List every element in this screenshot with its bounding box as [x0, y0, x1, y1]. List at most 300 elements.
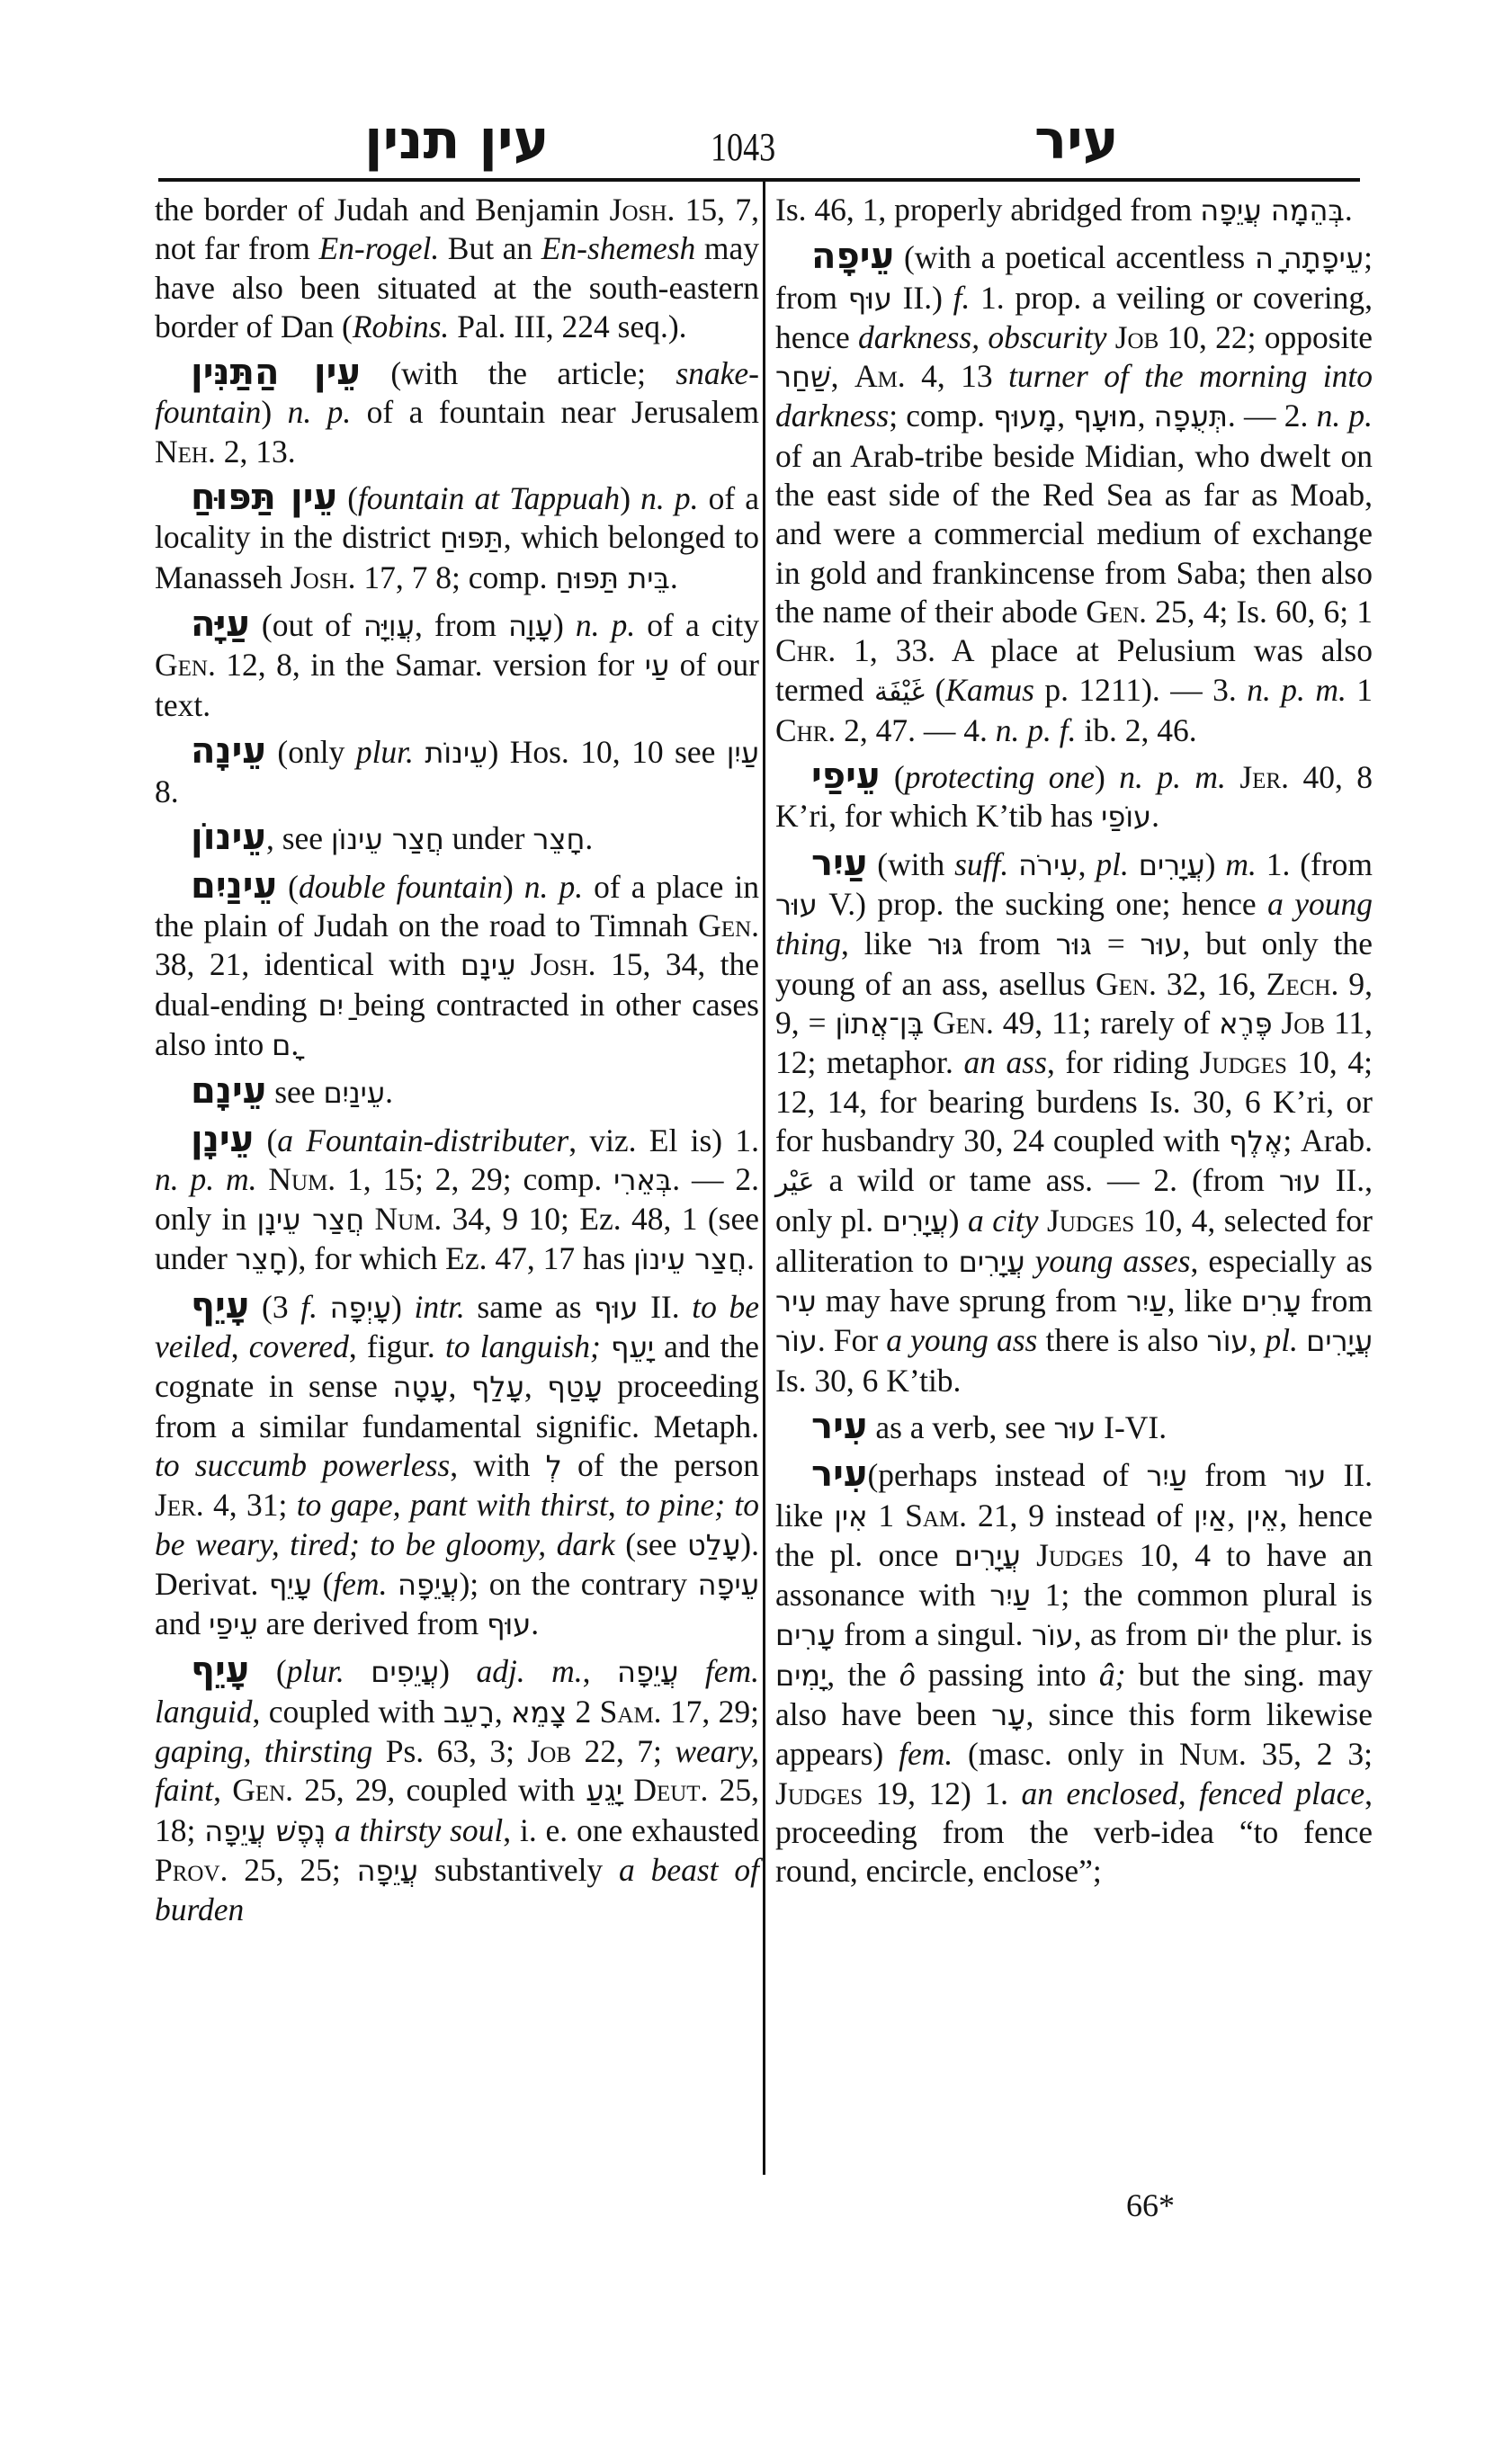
bible-book-reference: Deut. [633, 1772, 709, 1809]
text-run: (see [614, 1525, 688, 1562]
hebrew-word: עָלַף [470, 1370, 524, 1405]
text-run [1129, 846, 1139, 882]
italic-gloss: a young ass [886, 1322, 1038, 1359]
hebrew-word: עָטָה [392, 1370, 449, 1405]
text-run [515, 946, 530, 982]
text-run: I-VI. [1096, 1408, 1168, 1445]
text-run: , like [840, 925, 927, 962]
italic-gloss: intr. [414, 1288, 465, 1325]
headword: עֵיפַי [811, 756, 881, 798]
text-run [414, 734, 425, 770]
italic-gloss: n. p. [287, 394, 352, 431]
text-run: 1; the common plural is [1030, 1577, 1373, 1614]
italic-gloss: a thirsty soul [335, 1811, 504, 1848]
hebrew-word: עַי [644, 648, 670, 684]
hebrew-word: עוּף [847, 281, 892, 316]
text-run [924, 1005, 933, 1041]
text-run [1226, 759, 1239, 795]
text-run: . For [817, 1322, 887, 1359]
italic-gloss: to succumb powerless [155, 1446, 451, 1483]
text-run: 19, 12) 1. [863, 1775, 1022, 1811]
text-run: (out of [249, 606, 363, 643]
dictionary-entry [155, 729, 760, 812]
bible-book-reference: Neh. [155, 433, 216, 469]
text-run: , like [1167, 1283, 1242, 1319]
bible-book-reference: Gen. [155, 647, 216, 684]
bible-book-reference: Job [1281, 1004, 1326, 1041]
italic-gloss: En-rogel. [318, 230, 440, 267]
text-run: ( [880, 759, 905, 796]
text-run: . [669, 559, 678, 595]
hebrew-word: עָטַף [547, 1370, 603, 1405]
text-run: , [582, 1653, 618, 1690]
text-run: . [531, 1605, 540, 1642]
italic-gloss: protecting one [904, 759, 1096, 796]
text-run: 25, 29, coupled with [293, 1772, 586, 1809]
hebrew-word: עָיֵף [268, 1567, 312, 1602]
italic-gloss: suff. [954, 845, 1009, 882]
text-run: 25, 25; [228, 1851, 357, 1888]
text-run: 49, 11; rarely of [993, 1004, 1220, 1041]
hebrew-word: עַיִר [1146, 1459, 1187, 1494]
bible-book-reference: Gen. [1086, 593, 1148, 630]
hebrew-word: חֲצַר עֵינוֹן [330, 822, 444, 857]
text-run: 1 [1346, 671, 1373, 708]
dictionary-entry [155, 1072, 759, 1113]
text-run: . [1151, 798, 1159, 835]
text-run: . [385, 1074, 394, 1111]
text-run: of a locality in the district [155, 480, 760, 556]
hebrew-word: ָם [272, 1027, 291, 1062]
text-run: 1. (from [1256, 845, 1373, 882]
text-run [1025, 1243, 1035, 1279]
text-run [1298, 1322, 1306, 1358]
text-run: ; comp. [889, 398, 994, 434]
text-run: ) [391, 1288, 415, 1325]
text-run: of a fountain near Jerusalem [351, 394, 760, 431]
headword: עֵיפָה [811, 236, 895, 278]
text-run: . [585, 820, 594, 857]
text-run: Pal. III, 224 seq.). [449, 308, 687, 344]
text-run: 15, 7, not far from [155, 192, 760, 267]
headword: עַיָּה [191, 603, 250, 645]
hebrew-word: עֲיָרִים [881, 1204, 949, 1239]
text-run [326, 1812, 335, 1848]
headword: עֵינַיִם [191, 864, 278, 907]
text-run: 10, 4; 12, 14, for bearing burdens Is. 30, 6 K’ri, or for husbandry 30, 24 coupled with [775, 1044, 1373, 1158]
header-rule [158, 178, 1360, 182]
text-run: of our text. [155, 647, 759, 723]
italic-gloss: an enclosed, fenced place [1021, 1775, 1365, 1811]
italic-gloss: to languish; [444, 1328, 601, 1365]
text-run: 2, 13. [215, 433, 296, 469]
hebrew-word: עַיִר [989, 1578, 1031, 1614]
italic-gloss: n. p. [575, 606, 636, 643]
hebrew-word: עֵינַיִם [323, 1076, 386, 1111]
text-run: 10, 4 to have an assonance with [775, 1536, 1373, 1614]
text-run: are derived from [257, 1605, 488, 1642]
bible-book-reference: Sam. [599, 1693, 662, 1730]
hebrew-word: חָצֵר [532, 822, 586, 857]
hebrew-word: עִירֹה [1018, 847, 1078, 882]
dictionary-entry [155, 605, 759, 725]
text-run: , [1057, 398, 1074, 434]
bible-book-reference: Judges [1047, 1203, 1135, 1239]
bible-book-reference: Jer. [155, 1487, 204, 1524]
text-run: see [266, 1074, 324, 1111]
text-run: 1 [867, 1497, 906, 1533]
italic-gloss: f. [300, 1288, 318, 1325]
italic-gloss: n. p. m. [1119, 759, 1226, 796]
hebrew-word: עַיִר [1126, 1284, 1168, 1319]
text-run [601, 1328, 611, 1364]
text-run: ) [552, 606, 576, 643]
bible-book-reference: Am. [854, 358, 906, 395]
text-run: ; Arab. [1283, 1122, 1373, 1158]
text-run: , see [265, 820, 331, 857]
text-run: the plur. is [1229, 1616, 1373, 1653]
text-run: (with the article; [360, 355, 676, 392]
text-run: , [448, 1368, 471, 1405]
italic-gloss: ô [899, 1656, 916, 1693]
italic-gloss: n. p. m. [1247, 671, 1346, 708]
text-run: under [443, 820, 533, 857]
text-run: ( [337, 480, 359, 517]
text-run: ); on the contrary [459, 1565, 698, 1602]
hebrew-word: עָוָה [508, 608, 553, 643]
italic-gloss: adj. m. [476, 1653, 583, 1690]
headword: עֵינוֹן [191, 817, 266, 859]
headword: עָיֵף [191, 1650, 250, 1692]
text-run: = [1091, 925, 1141, 962]
text-run: 17, 29; [661, 1693, 759, 1730]
hebrew-word: עֵיפָה [697, 1567, 760, 1602]
italic-gloss: plur. [355, 733, 414, 770]
hebrew-word: עוֹר [775, 1324, 818, 1359]
italic-gloss: plur. [286, 1653, 344, 1690]
text-run: from a singul. [835, 1616, 1032, 1653]
text-run: , [1248, 1322, 1266, 1359]
entry-continuation [775, 191, 1373, 230]
dictionary-entry [155, 353, 759, 471]
headword: עֵין תַּפּוּחַ [191, 477, 338, 519]
hebrew-word: עָיְפָה [329, 1290, 392, 1325]
hebrew-word: עוּף [487, 1607, 532, 1642]
bible-book-reference: Chr. [775, 711, 837, 748]
italic-gloss: n. p. f. [995, 711, 1077, 748]
italic-gloss: n. p. m. [155, 1160, 257, 1197]
text-run: from [1187, 1457, 1284, 1494]
text-run: , proceeding from the verb-idea “to fence round, encircle, enclose”; [775, 1775, 1373, 1890]
dictionary-entry [775, 757, 1373, 837]
hebrew-word: מוּעָף [1073, 399, 1138, 434]
text-run: 32, 16, [1156, 965, 1266, 1002]
hebrew-word: חֲצַר עֵינוֹן [633, 1242, 747, 1277]
italic-gloss: Kamus [945, 671, 1034, 708]
text-run: ; from [775, 239, 1373, 316]
italic-gloss: darkness, obscurity [858, 318, 1107, 355]
bible-book-reference: Job [527, 1732, 571, 1769]
running-head-left-catchword: עין תנין [364, 109, 550, 172]
bible-book-reference: Prov. [155, 1851, 228, 1888]
text-run: ). Derivat. [155, 1525, 759, 1602]
text-run [678, 1653, 704, 1689]
dictionary-entry [155, 1118, 760, 1280]
text-run: , [1227, 1497, 1247, 1533]
text-run: 10, 22; opposite [1159, 318, 1373, 355]
hebrew-word: יָעֵף [611, 1330, 655, 1365]
hebrew-word: עֲיָרִים [958, 1244, 1025, 1279]
text-run: 40, 8 K’ri, for which K’tib has [775, 759, 1373, 835]
text-run: passing into [915, 1656, 1099, 1693]
hebrew-word: פֶּרֶא [1219, 1006, 1273, 1041]
text-run: , but only the young of an ass, asellus [775, 925, 1373, 1002]
text-run: , which belonged to Manasseh [155, 519, 759, 595]
hebrew-word: בְּהֵמָה עֲיֵפָה [1200, 193, 1345, 228]
dictionary-entry [775, 237, 1373, 750]
bible-book-reference: Num. [268, 1160, 336, 1197]
text-run: Is. 46, 1, properly abridged from [775, 192, 1201, 228]
text-run: , [494, 1693, 512, 1730]
italic-gloss: fem. [333, 1565, 388, 1602]
text-run: 12, 8, in the Samar. version for [215, 647, 645, 684]
text-run: But an [439, 230, 541, 267]
text-run: as a verb, see [867, 1408, 1054, 1445]
italic-gloss: Robins. [352, 308, 450, 344]
headword: עֵינָם [191, 1070, 267, 1113]
text-run: ) [1095, 759, 1120, 796]
hebrew-word: עֵינוֹת [425, 735, 488, 770]
left-column [155, 191, 759, 1936]
text-run: ) [620, 480, 641, 517]
hebrew-word: עוּר [1284, 1459, 1327, 1494]
text-run: , especially as [1190, 1242, 1373, 1279]
text-run: ) [948, 1203, 968, 1239]
text-run: same as [464, 1288, 595, 1325]
text-run: , viz. El is) 1. [568, 1122, 759, 1158]
hebrew-word: עֲיֵפִים [371, 1655, 440, 1690]
text-run: (perhaps instead of [867, 1457, 1147, 1494]
hebrew-word: עֲיָרִים [953, 1538, 1021, 1573]
hebrew-word: עוּף [594, 1290, 639, 1325]
hebrew-word: לְ [545, 1448, 562, 1483]
text-run: and [155, 1605, 210, 1642]
text-run: 11, 12; metaphor. [775, 1004, 1373, 1081]
hebrew-word: חֲצַר עֵינָן [256, 1203, 365, 1238]
italic-gloss: n. p. [523, 868, 584, 905]
text-run: 2, 47. — 4. [836, 711, 996, 748]
hebrew-word: עֲיֵפָה [617, 1655, 679, 1690]
italic-gloss: m. [1225, 845, 1257, 882]
italic-gloss: pl. [1265, 1322, 1298, 1359]
italic-gloss: to be veiled [155, 1288, 760, 1365]
text-run: , [830, 358, 854, 395]
column-divider [763, 180, 765, 2175]
text-run: ), for which Ez. 47, 17 has [287, 1240, 634, 1277]
hebrew-word: עָר [991, 1697, 1026, 1732]
hebrew-word: ָה [1255, 241, 1274, 276]
hebrew-word: עוֹר [1206, 1324, 1249, 1359]
bible-book-reference: Gen. [1096, 965, 1157, 1002]
hebrew-word: חָצֵר [235, 1242, 288, 1277]
text-run: may have sprung from [816, 1283, 1127, 1319]
text-run: being contracted in other cases also into [155, 986, 759, 1062]
hebrew-word: עֲיֵפָה [398, 1567, 460, 1602]
text-run: 1. prop. a veiling or covering, hence [775, 279, 1373, 355]
text-run: there is also [1037, 1322, 1207, 1359]
running-head-right-catchword: עיר [1034, 109, 1119, 172]
hebrew-word: בְּאֵרִי [613, 1162, 673, 1197]
hebrew-word: עֲוִיָּה [362, 608, 415, 643]
hebrew-word: יוֹם [1195, 1618, 1230, 1653]
text-run: , [523, 1368, 548, 1405]
text-run: , since this form likewise appears) [775, 1695, 1373, 1773]
hebrew-word: עֵיפַי [209, 1607, 258, 1642]
text-run: ( [249, 1653, 287, 1690]
italic-gloss: fem. [899, 1736, 953, 1773]
hebrew-word: עִיר [775, 1284, 817, 1319]
italic-gloss: to gape, pant with thirst [296, 1487, 608, 1524]
text-run: 25, 18; [155, 1772, 760, 1848]
text-run: 35, 2 3; [1246, 1736, 1373, 1773]
headword: עַיִר [811, 842, 868, 884]
bible-book-reference: Gen. [232, 1772, 294, 1809]
italic-gloss: to pine; to be weary, tired; to be gloomy, dark [155, 1487, 759, 1562]
text-run: ( [254, 1122, 278, 1158]
bible-book-reference: Josh. [609, 192, 675, 228]
text-run: 38, 21, identical with [155, 946, 461, 983]
bible-book-reference: Jer. [1239, 759, 1289, 796]
hebrew-word: עֲיֵפָה [356, 1853, 419, 1888]
hebrew-word: בֵּית תַּפּוּחַ [555, 560, 670, 595]
hebrew-word: שַׁחַר [775, 360, 831, 395]
text-run: . [1344, 192, 1353, 228]
text-run [344, 1653, 371, 1689]
text-run: , hence the pl. once [775, 1497, 1373, 1573]
text-run: of the person [561, 1446, 759, 1483]
text-run: 1, 15; 2, 29; comp. [336, 1160, 614, 1197]
text-run: V.) prop. the sucking one; hence [817, 886, 1268, 923]
italic-gloss: fountain at Tappuah [358, 480, 621, 517]
italic-gloss: gaping, thirsting [155, 1732, 373, 1769]
text-run: , the [827, 1656, 899, 1693]
hebrew-word: עָרִים [1241, 1284, 1302, 1319]
headword: עָיֵף [191, 1284, 250, 1327]
text-run: , [1137, 398, 1154, 434]
text-run: II., only pl. [775, 1162, 1373, 1239]
text-run: 4, 13 [905, 358, 1009, 395]
bible-book-reference: Sam. [905, 1497, 968, 1533]
text-run: ) [261, 394, 288, 431]
text-run: , [230, 1328, 249, 1365]
hebrew-word: עוּר [1278, 1164, 1321, 1199]
text-run: ) [502, 868, 524, 905]
bible-book-reference: Num. [374, 1201, 443, 1238]
text-run: , [607, 1487, 626, 1524]
hebrew-word: רָעֵב [443, 1694, 495, 1730]
hebrew-word: תַּפּוּחַ [440, 521, 504, 556]
text-run: , coupled with [252, 1693, 443, 1730]
signature-mark: 66* [1126, 2187, 1175, 2223]
hebrew-word: אִין [834, 1498, 868, 1533]
text-run: and the cognate in sense [155, 1328, 759, 1405]
italic-gloss: a young thing [775, 886, 1373, 962]
italic-gloss: a beast of burden [155, 1851, 759, 1928]
text-run: of an Arab-tribe beside Midian, who dwelt on the east side of the Red Sea as far as Moab, and were a commercial medium of exchange in gold and frankincense from Saba; then also the name of their abode [775, 437, 1373, 630]
hebrew-word: אֶלֶף [1229, 1123, 1284, 1158]
text-run: , as from [1073, 1616, 1196, 1653]
text-run: Is. 30, 6 K’tib. [775, 1362, 962, 1399]
text-run [1106, 319, 1114, 355]
bible-book-reference: Judges [1036, 1536, 1124, 1573]
text-run: (with [867, 845, 955, 882]
bible-book-reference: Job [1114, 318, 1159, 355]
italic-gloss: weary, faint [155, 1732, 759, 1809]
headword: עֵין הַתַּנִּין [191, 352, 361, 394]
text-run: Ps. 63, 3; [372, 1732, 528, 1769]
headword: עֵינָה [191, 729, 266, 772]
bible-book-reference: Num. [1178, 1736, 1247, 1773]
text-run: II.) [891, 279, 953, 316]
italic-gloss: a Fountain-distributer [277, 1122, 569, 1158]
hebrew-word: אֵין [1246, 1498, 1280, 1533]
text-run: the border of Judah and Benjamin [155, 192, 610, 228]
hebrew-word: יָגֵעַ [586, 1774, 623, 1809]
text-run: ) [439, 1653, 477, 1690]
italic-gloss: â; [1098, 1656, 1126, 1693]
text-run: ) Hos. 10, 10 see [488, 733, 727, 770]
text-run: 2 [567, 1693, 600, 1730]
text-run: , with [450, 1446, 546, 1483]
text-run: , figur. [348, 1328, 445, 1365]
text-run: ( [311, 1565, 334, 1602]
hebrew-word: יָמִים [775, 1658, 828, 1693]
bible-book-reference: Josh. [290, 559, 356, 595]
italic-gloss: young asses [1034, 1242, 1191, 1279]
text-run: but the sing. may also have been [775, 1656, 1373, 1732]
text-run: may have also been situated at the south-eastern border of Dan ( [155, 230, 759, 344]
bible-book-reference: Gen. [933, 1004, 994, 1041]
text-run: from [1301, 1283, 1373, 1319]
hebrew-word: עוּר [1140, 927, 1183, 962]
text-run: ) [1204, 845, 1226, 882]
right-column [775, 191, 1373, 1898]
text-run [1274, 239, 1284, 275]
text-run [622, 1772, 633, 1808]
headword: עִיר [811, 1453, 868, 1496]
bible-book-reference: Zech. [1266, 965, 1339, 1002]
hebrew-word: מָעוּף [993, 399, 1058, 434]
text-run [364, 1201, 374, 1237]
text-run: 34, 9 10; Ez. 48, 1 (see under [155, 1201, 759, 1277]
text-run: 25, 4; Is. 60, 6; 1 [1147, 593, 1373, 630]
text-run: 4, 31; [203, 1487, 297, 1524]
text-run: from [962, 925, 1056, 962]
italic-gloss: En-shemesh [541, 230, 696, 267]
hebrew-word: עֵינָם [460, 948, 516, 983]
hebrew-word: עוֹר [1031, 1618, 1074, 1653]
headword: עִיר [811, 1405, 868, 1447]
text-run: , for riding [1046, 1044, 1200, 1081]
text-run: ( [925, 671, 946, 708]
dictionary-entry [155, 478, 759, 598]
hebrew-word: תְּעֻפָה [1153, 399, 1228, 434]
text-run: (only [265, 733, 356, 770]
text-run: (with a poetical accentless [894, 239, 1256, 276]
text-run: . — 2. only in [155, 1160, 760, 1238]
hebrew-word: עֲיָרִים [1138, 847, 1205, 882]
hebrew-word: עוֹפַי [1101, 800, 1152, 835]
